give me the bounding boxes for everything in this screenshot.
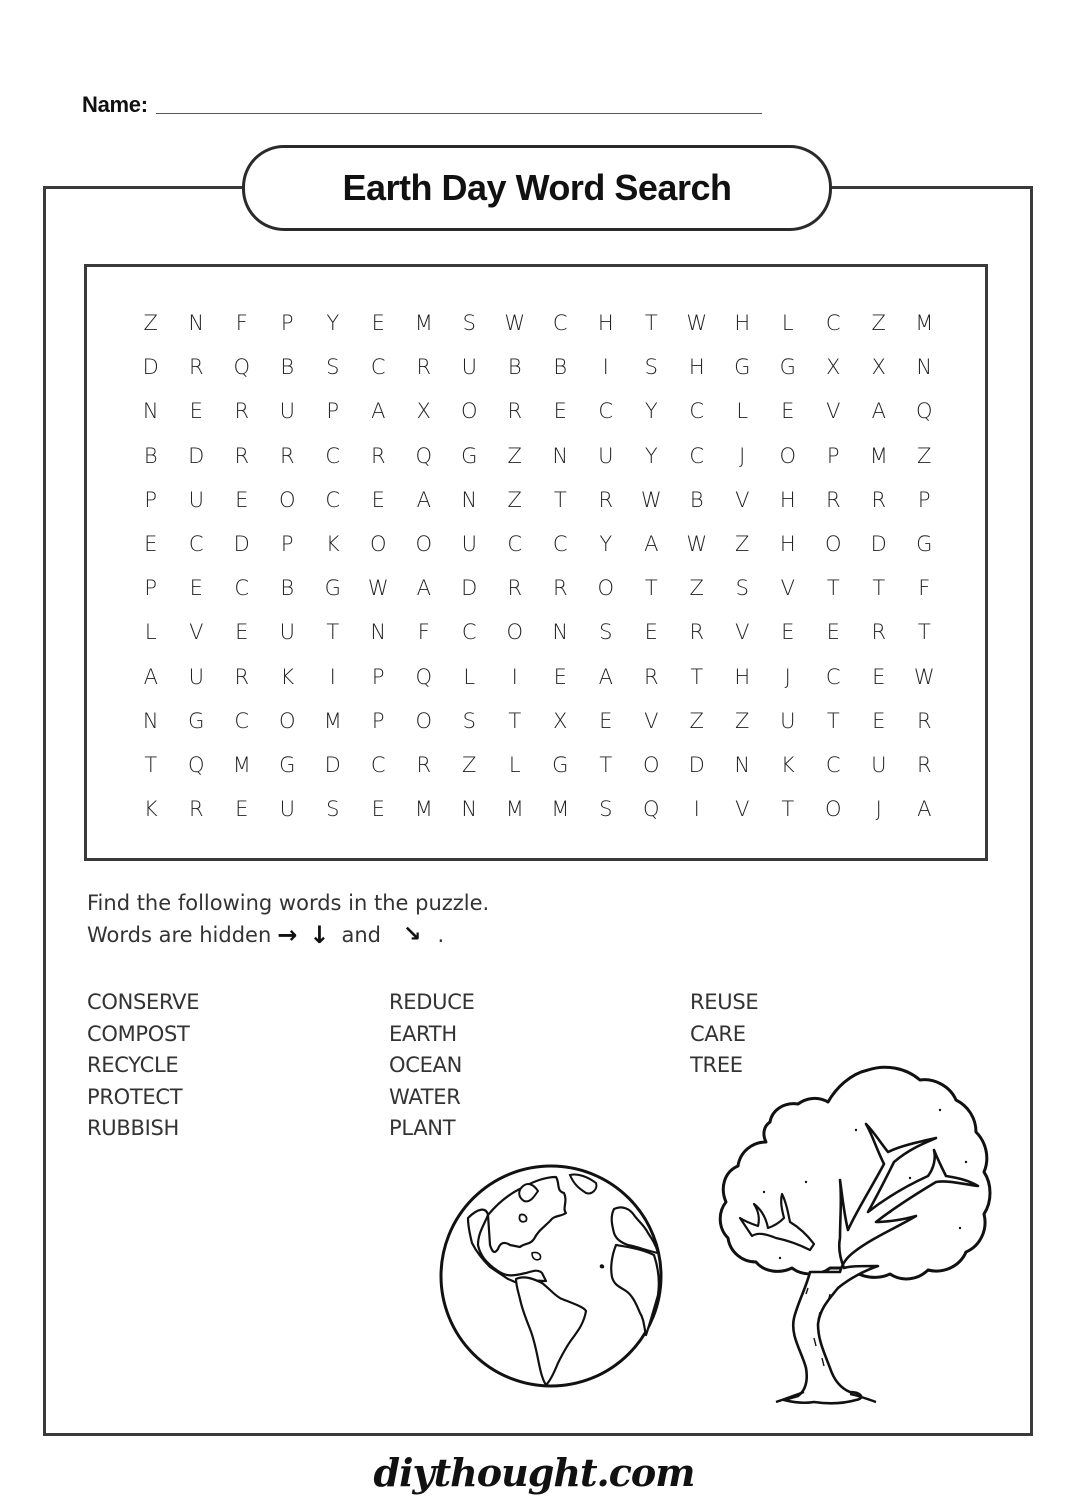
grid-cell[interactable]: A (416, 487, 431, 512)
grid-cell[interactable]: N (188, 311, 205, 336)
grid-cell[interactable]: Z (689, 708, 704, 733)
grid-cell[interactable]: V (735, 487, 750, 512)
grid-cell[interactable]: T (326, 620, 340, 645)
grid-cell[interactable]: Y (326, 311, 340, 336)
grid-cell[interactable]: U (871, 752, 887, 777)
grid-cell[interactable]: S (462, 311, 476, 336)
word-item: CARE (690, 1021, 746, 1046)
grid-cell[interactable]: T (599, 752, 613, 777)
grid-cell[interactable]: G (188, 708, 205, 733)
grid-cell[interactable]: C (325, 443, 341, 468)
grid-cell[interactable]: S (326, 797, 340, 822)
instructions-line-2 (87, 919, 489, 951)
word-item: RUBBISH (87, 1116, 179, 1140)
grid-cell[interactable]: E (371, 487, 385, 512)
grid-cell[interactable]: T (826, 708, 840, 733)
grid-cell[interactable]: L (144, 620, 157, 645)
grid-cell[interactable]: M (551, 797, 570, 822)
grid-cell[interactable]: N (461, 797, 478, 822)
grid-cell[interactable]: H (688, 355, 705, 380)
word-item: RECYCLE (87, 1053, 179, 1077)
grid-cell[interactable]: O (824, 797, 842, 822)
grid-cell[interactable]: L (463, 664, 476, 689)
grid-cell[interactable]: N (370, 620, 387, 645)
grid-cell[interactable]: U (279, 399, 295, 424)
grid-cell[interactable]: W (367, 576, 389, 601)
grid-cell[interactable]: A (416, 576, 431, 601)
grid-cell[interactable]: O (779, 443, 797, 468)
grid-cell[interactable]: E (371, 311, 385, 336)
grid-cell[interactable]: J (739, 443, 746, 468)
grid-cell[interactable]: W (640, 487, 662, 512)
grid-cell[interactable]: E (826, 620, 840, 645)
grid-cell[interactable]: S (599, 797, 613, 822)
grid-cell[interactable]: F (417, 620, 430, 645)
name-label: Name: (82, 92, 148, 117)
grid-cell[interactable]: P (144, 487, 158, 512)
page-title: Earth Day Word Search (342, 167, 732, 208)
grid-cell[interactable]: B (507, 355, 522, 380)
grid-cell[interactable]: N (916, 355, 933, 380)
grid-cell[interactable]: Q (233, 355, 251, 380)
grid-cell[interactable]: G (552, 752, 569, 777)
word-list-column-2 (389, 987, 475, 1145)
grid-cell[interactable]: X (826, 355, 841, 380)
grid-cell[interactable]: G (461, 443, 478, 468)
grid-cell[interactable]: R (416, 752, 432, 777)
word-item: TREE (690, 1053, 743, 1077)
grid-cell[interactable]: P (826, 443, 840, 468)
grid-cell[interactable]: Q (415, 443, 433, 468)
grid-cell[interactable]: D (142, 355, 159, 380)
grid-cell[interactable]: V (735, 797, 750, 822)
grid-cell[interactable]: E (235, 620, 249, 645)
grid-cell[interactable]: H (779, 487, 796, 512)
grid-cell[interactable]: C (689, 443, 705, 468)
grid-cell[interactable]: K (780, 752, 795, 777)
grid-cell[interactable]: R (416, 355, 432, 380)
grid-cell[interactable]: Z (143, 311, 158, 336)
grid-cell[interactable]: A (917, 797, 932, 822)
grid-cell[interactable]: K (143, 797, 158, 822)
grid-cell[interactable]: C (188, 532, 204, 557)
grid-cell[interactable]: T (917, 620, 931, 645)
grid-cell[interactable]: Z (735, 708, 750, 733)
grid-cell[interactable]: Q (642, 797, 660, 822)
grid-cell[interactable]: N (552, 443, 569, 468)
grid-cell[interactable]: H (734, 311, 751, 336)
grid-cell[interactable]: C (825, 311, 841, 336)
grid-cell[interactable]: P (326, 399, 340, 424)
grid-cell[interactable]: Z (689, 576, 704, 601)
grid-cell[interactable]: U (279, 620, 295, 645)
grid-cell[interactable]: C (507, 532, 523, 557)
grid-cell[interactable]: Y (644, 443, 658, 468)
instructions-period: . (437, 923, 445, 947)
grid-cell[interactable]: R (234, 443, 250, 468)
grid-cell[interactable]: M (505, 797, 524, 822)
grid-cell[interactable]: X (553, 708, 568, 733)
grid-cell[interactable]: Y (644, 399, 658, 424)
grid-cell[interactable]: P (144, 576, 158, 601)
instructions-prefix: Words are hidden (87, 923, 272, 947)
grid-cell[interactable]: M (323, 708, 342, 733)
grid-cell[interactable]: M (232, 752, 251, 777)
grid-cell[interactable]: C (552, 532, 568, 557)
grid-cell[interactable]: X (871, 355, 886, 380)
instructions (87, 887, 489, 951)
grid-cell[interactable]: E (189, 576, 203, 601)
grid-cell[interactable]: V (189, 620, 204, 645)
grid-cell[interactable]: Z (507, 443, 522, 468)
grid-cell[interactable]: T (781, 797, 795, 822)
grid-cell[interactable]: K (325, 532, 340, 557)
grid-cell[interactable]: A (871, 399, 886, 424)
grid-cell[interactable]: L (781, 311, 794, 336)
word-list-column-1 (87, 987, 199, 1145)
grid-cell[interactable]: E (553, 399, 567, 424)
word-item: PLANT (389, 1116, 456, 1140)
grid-cell[interactable]: R (871, 620, 887, 645)
grid-cell[interactable]: N (552, 620, 569, 645)
grid-cell[interactable]: H (779, 532, 796, 557)
grid-cell[interactable]: O (278, 487, 296, 512)
grid-cell[interactable]: N (461, 487, 478, 512)
grid-cell[interactable]: C (825, 752, 841, 777)
grid-cell[interactable]: T (690, 664, 704, 689)
grid-cell[interactable]: R (643, 664, 659, 689)
grid-cell[interactable]: Q (415, 664, 433, 689)
grid-cell[interactable]: E (872, 664, 886, 689)
instructions-and: and (341, 923, 381, 947)
grid-cell[interactable]: S (326, 355, 340, 380)
grid-cell[interactable]: J (875, 797, 882, 822)
word-item: CONSERVE (87, 990, 200, 1014)
grid-cell[interactable]: R (871, 487, 887, 512)
grid-cell[interactable]: D (461, 576, 478, 601)
grid-cell[interactable]: M (414, 311, 433, 336)
name-input-line[interactable] (156, 113, 762, 114)
grid-cell[interactable]: A (371, 399, 386, 424)
grid-cell[interactable]: O (460, 399, 478, 424)
grid-cell[interactable]: W (686, 532, 708, 557)
title-banner (242, 145, 832, 231)
grid-cell[interactable]: E (872, 708, 886, 733)
word-item: PROTECT (87, 1084, 183, 1109)
grid-cell[interactable]: T (144, 752, 158, 777)
grid-cell[interactable]: C (234, 576, 250, 601)
grid-cell[interactable]: T (553, 487, 567, 512)
grid-cell[interactable]: M (915, 311, 934, 336)
grid-cell[interactable]: J (784, 664, 791, 689)
grid-cell[interactable]: D (233, 532, 250, 557)
grid-cell[interactable]: R (916, 708, 932, 733)
grid-cell[interactable]: N (734, 752, 751, 777)
grid-cell[interactable]: E (781, 399, 795, 424)
grid-cell[interactable]: R (552, 576, 568, 601)
grid-cell[interactable]: C (598, 399, 614, 424)
grid-cell[interactable]: I (602, 355, 609, 380)
grid-cell[interactable]: T (826, 576, 840, 601)
grid-cell[interactable]: T (508, 708, 522, 733)
grid-cell[interactable]: G (734, 355, 751, 380)
grid-cell[interactable]: M (869, 443, 888, 468)
word-item: REDUCE (389, 990, 475, 1014)
grid-cell[interactable]: U (461, 532, 477, 557)
grid-cell[interactable]: O (506, 620, 524, 645)
grid-cell[interactable]: O (369, 532, 387, 557)
grid-cell[interactable]: G (324, 576, 341, 601)
grid-cell[interactable]: S (735, 576, 749, 601)
grid-cell[interactable]: D (324, 752, 341, 777)
grid-cell[interactable]: R (916, 752, 932, 777)
word-item: EARTH (389, 1021, 457, 1046)
grid-cell[interactable]: E (235, 797, 249, 822)
grid-cell[interactable]: B (689, 487, 704, 512)
grid-cell[interactable]: R (825, 487, 841, 512)
grid-cell[interactable]: A (598, 664, 613, 689)
earth-globe-icon (438, 1163, 664, 1389)
grid-cell[interactable]: X (416, 399, 431, 424)
grid-cell[interactable]: U (188, 664, 204, 689)
grid-cell[interactable]: N (142, 708, 159, 733)
grid-cell[interactable]: B (143, 443, 158, 468)
grid-cell[interactable]: G (916, 532, 933, 557)
grid-cell[interactable]: C (461, 620, 477, 645)
grid-cell[interactable]: S (599, 620, 613, 645)
grid-cell[interactable]: I (329, 664, 336, 689)
grid-cell[interactable]: G (779, 355, 796, 380)
grid-cell[interactable]: T (872, 576, 886, 601)
grid-cell[interactable]: R (234, 664, 250, 689)
grid-cell[interactable]: O (642, 752, 660, 777)
grid-cell[interactable]: H (734, 664, 751, 689)
grid-cell[interactable]: I (511, 664, 518, 689)
grid-cell[interactable]: R (507, 399, 523, 424)
grid-cell[interactable]: C (325, 487, 341, 512)
grid-cell[interactable]: L (508, 752, 521, 777)
grid-cell[interactable]: E (235, 487, 249, 512)
grid-cell[interactable]: C (370, 752, 386, 777)
grid-cell[interactable]: O (415, 532, 433, 557)
grid-cell[interactable]: B (280, 576, 295, 601)
grid-cell[interactable]: R (689, 620, 705, 645)
arrow-right-icon: → (277, 921, 298, 949)
grid-cell[interactable]: E (553, 664, 567, 689)
grid-cell[interactable]: R (279, 443, 295, 468)
grid-cell[interactable]: R (234, 399, 250, 424)
grid-cell[interactable]: F (235, 311, 248, 336)
grid-cell[interactable]: O (415, 708, 433, 733)
grid-cell[interactable]: D (688, 752, 705, 777)
grid-cell[interactable]: T (644, 311, 658, 336)
grid-cell[interactable]: G (279, 752, 296, 777)
grid-cell[interactable]: Z (917, 443, 932, 468)
grid-cell[interactable]: O (597, 576, 615, 601)
grid-cell[interactable]: V (780, 576, 795, 601)
grid-cell[interactable]: B (553, 355, 568, 380)
grid-cell[interactable]: N (142, 399, 159, 424)
grid-cell[interactable]: E (644, 620, 658, 645)
grid-cell[interactable]: B (280, 355, 295, 380)
grid-cell[interactable]: D (188, 443, 205, 468)
grid-cell[interactable]: Z (507, 487, 522, 512)
grid-cell[interactable]: Z (871, 311, 886, 336)
word-item: REUSE (690, 990, 759, 1014)
grid-cell[interactable]: W (504, 311, 526, 336)
grid-cell[interactable]: T (644, 576, 658, 601)
grid-cell[interactable]: V (826, 399, 841, 424)
grid-cell[interactable]: E (781, 620, 795, 645)
grid-cell[interactable]: C (370, 355, 386, 380)
arrow-diagonal-down-right-icon: ↘ (403, 922, 422, 947)
grid-cell[interactable]: L (736, 399, 749, 424)
grid-cell[interactable]: V (735, 620, 750, 645)
grid-cell[interactable]: K (280, 664, 295, 689)
name-row (82, 92, 762, 118)
grid-cell[interactable]: Z (462, 752, 477, 777)
grid-cell[interactable]: E (371, 797, 385, 822)
grid-cell[interactable]: U (279, 797, 295, 822)
grid-cell[interactable]: U (780, 708, 796, 733)
grid-cell[interactable]: E (189, 399, 203, 424)
grid-cell[interactable]: W (686, 311, 708, 336)
grid-cell[interactable]: R (507, 576, 523, 601)
grid-cell[interactable]: O (824, 532, 842, 557)
grid-cell[interactable]: E (599, 708, 613, 733)
grid-cell[interactable]: F (918, 576, 931, 601)
grid-cell[interactable]: U (188, 487, 204, 512)
grid-cell[interactable]: H (597, 311, 614, 336)
word-item: COMPOST (87, 1021, 190, 1046)
word-item: WATER (389, 1084, 461, 1109)
grid-cell[interactable]: R (188, 797, 204, 822)
grid-cell[interactable]: W (913, 664, 935, 689)
grid-cell[interactable]: A (644, 532, 659, 557)
grid-cell[interactable]: C (234, 708, 250, 733)
tree-icon (710, 1062, 1005, 1407)
instructions-line-1: Find the following words in the puzzle. (87, 891, 490, 915)
grid-cell[interactable]: P (917, 487, 931, 512)
grid-cell[interactable]: R (188, 355, 204, 380)
grid-cell[interactable]: R (598, 487, 614, 512)
grid-cell[interactable]: Q (915, 399, 933, 424)
word-item: OCEAN (389, 1053, 463, 1077)
grid-cell[interactable]: O (278, 708, 296, 733)
grid-cell[interactable]: P (280, 532, 294, 557)
grid-cell[interactable]: S (462, 708, 476, 733)
grid-cell[interactable]: E (144, 532, 158, 557)
grid-cell[interactable]: S (644, 355, 658, 380)
grid-cell[interactable]: Y (599, 532, 613, 557)
grid-cell[interactable]: C (552, 311, 568, 336)
grid-cell[interactable]: R (370, 443, 386, 468)
grid-cell[interactable]: Z (735, 532, 750, 557)
grid-cell[interactable]: P (280, 311, 294, 336)
grid-cell[interactable]: Q (187, 752, 205, 777)
grid-cell[interactable]: U (461, 355, 477, 380)
grid-cell[interactable]: M (414, 797, 433, 822)
grid-cell[interactable]: I (693, 797, 700, 822)
grid-cell[interactable]: D (870, 532, 887, 557)
site-logo: diythought.com (373, 1450, 695, 1495)
grid-cell[interactable]: A (143, 664, 158, 689)
grid-cell[interactable]: P (371, 664, 385, 689)
grid-cell[interactable]: C (689, 399, 705, 424)
grid-cell[interactable]: U (598, 443, 614, 468)
arrow-down-icon: ↓ (309, 921, 330, 949)
grid-cell[interactable]: V (644, 708, 659, 733)
grid-cell[interactable]: C (825, 664, 841, 689)
grid-cell[interactable]: P (371, 708, 385, 733)
letter-grid (128, 301, 947, 831)
